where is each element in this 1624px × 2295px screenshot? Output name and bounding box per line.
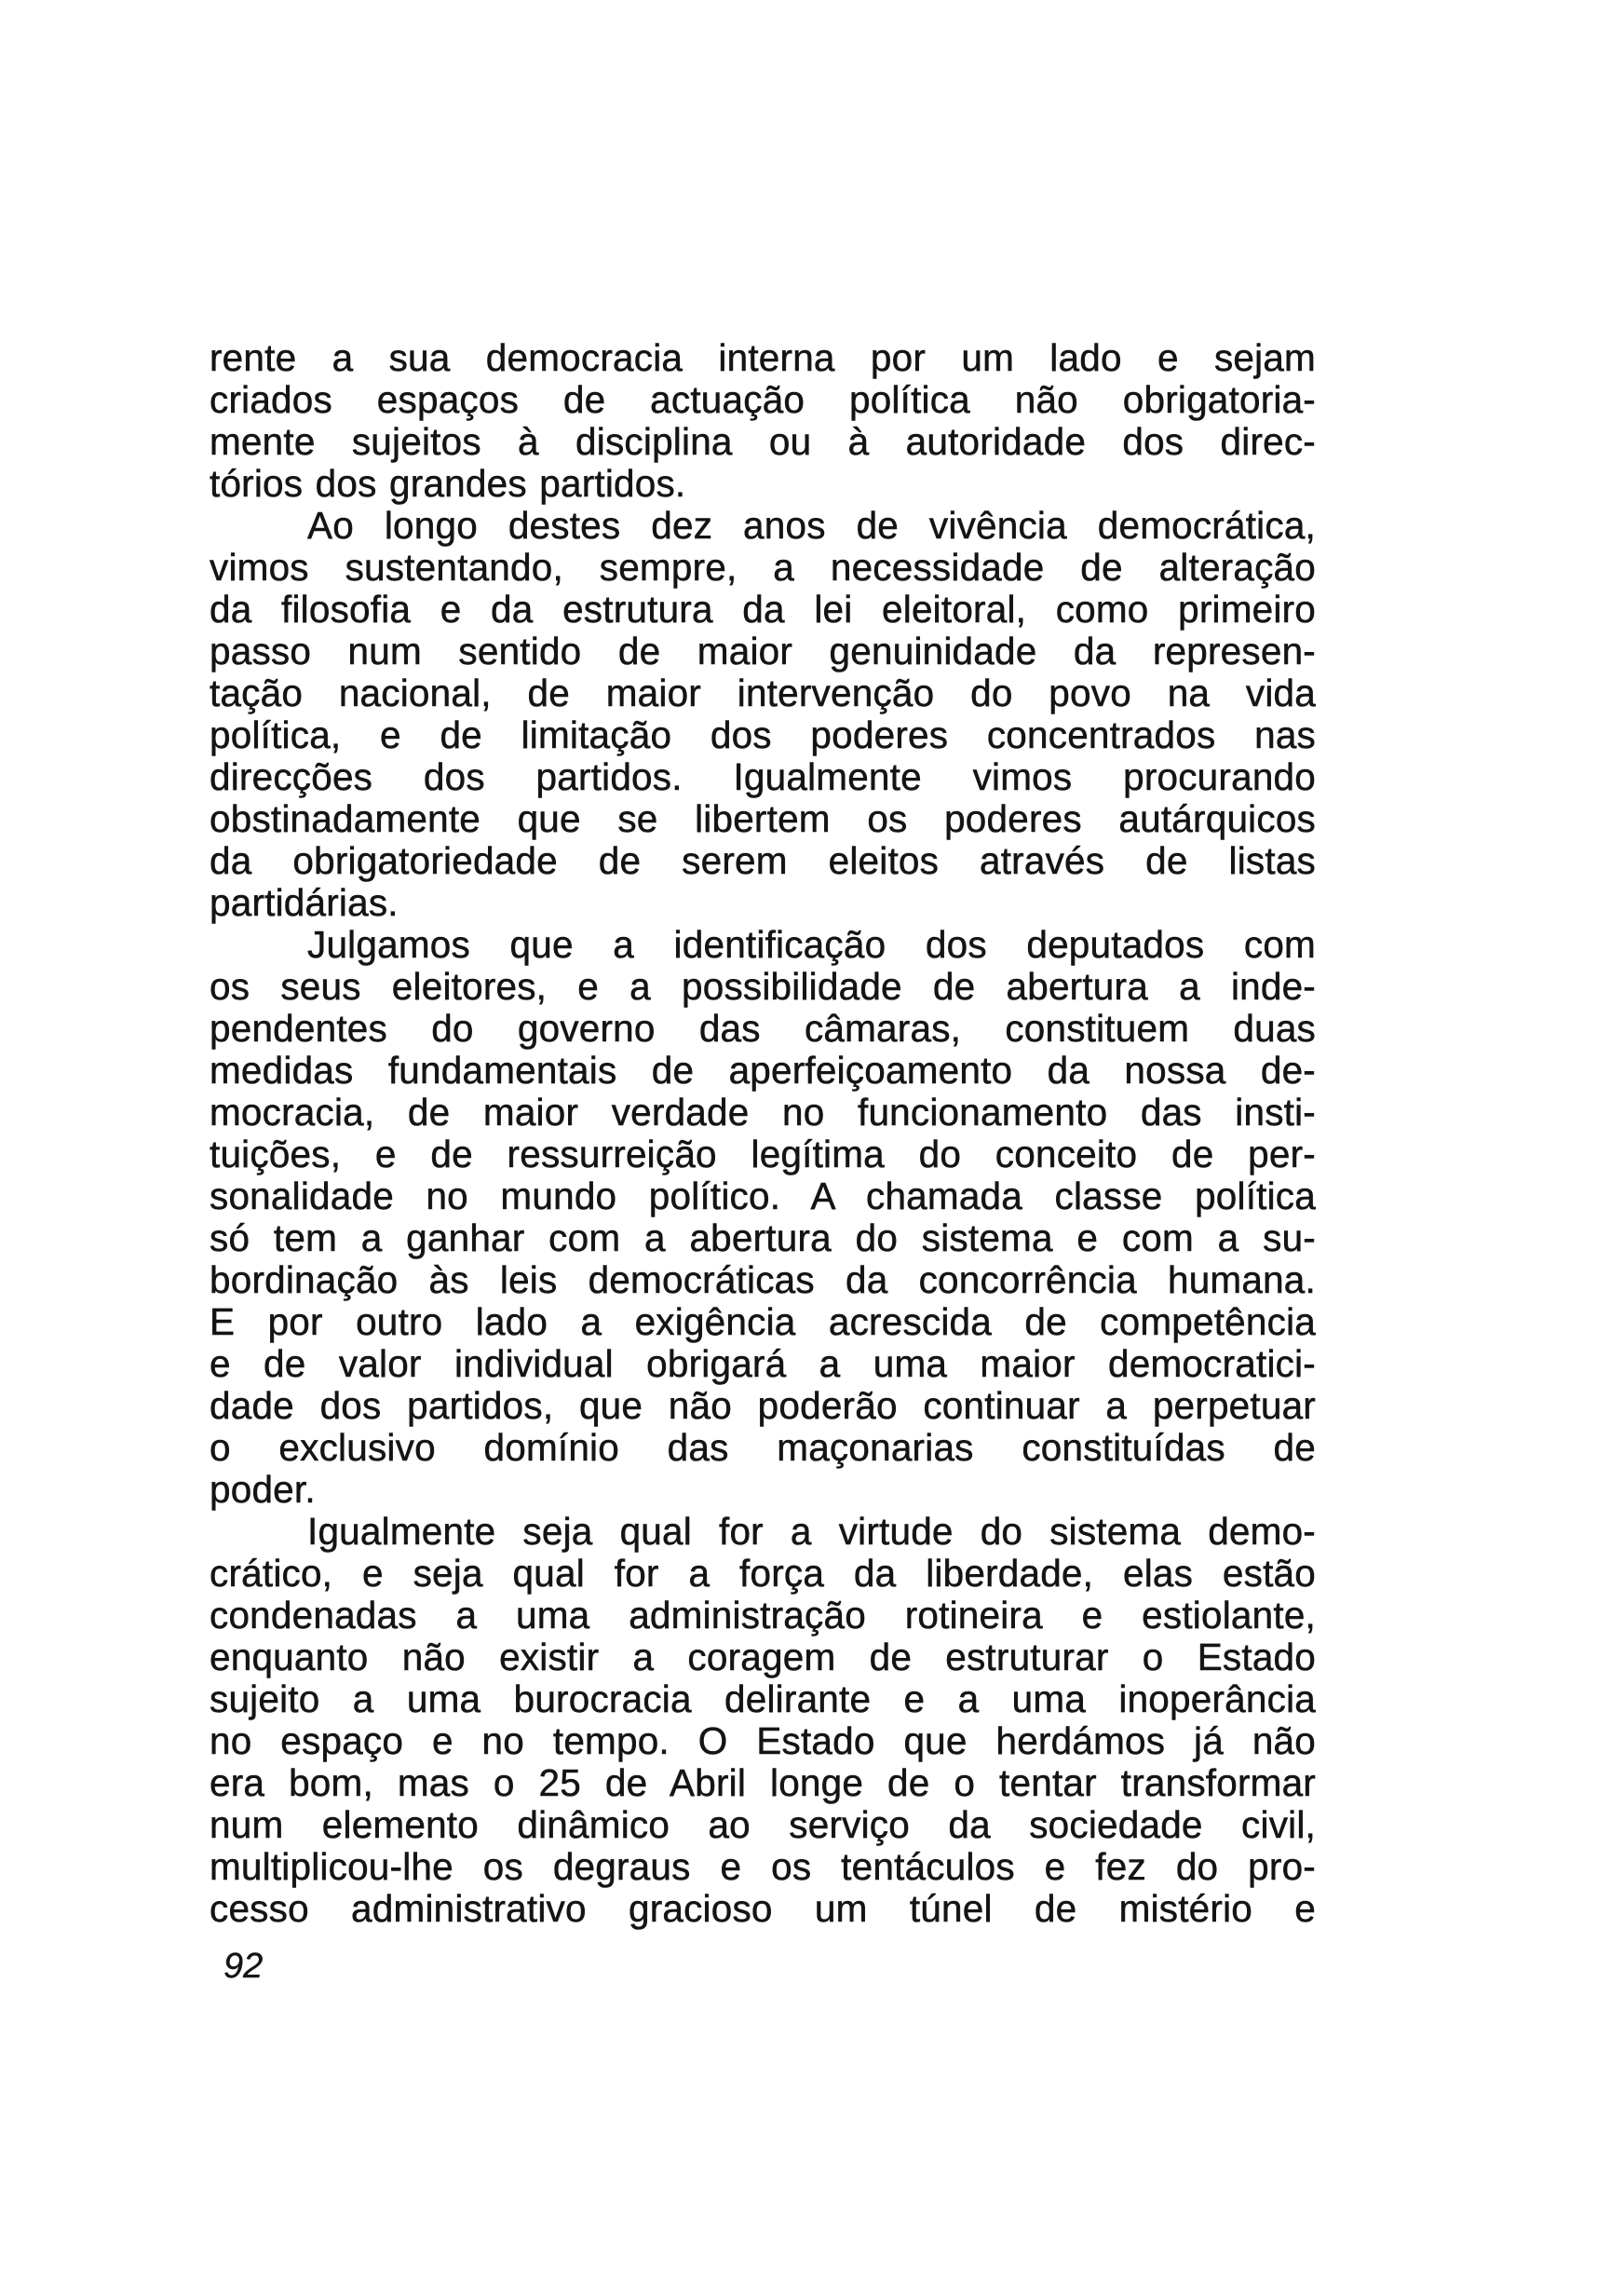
text-line: tuições, e de ressurreição legítima do conceito de per-	[210, 1133, 1316, 1175]
paragraph	[210, 1511, 1316, 1930]
text-line: só tem a ganhar com a abertura do sistema e com a su-	[210, 1216, 1316, 1259]
text-line: rente a sua democracia interna por um lado e sejam	[210, 336, 1316, 379]
text-line: E por outro lado a exigência acrescida de competência	[210, 1300, 1316, 1343]
text-line: condenadas a uma administração rotineira e estiolante,	[210, 1594, 1316, 1636]
text-line: partidárias.	[210, 881, 399, 924]
paragraph	[210, 505, 1316, 924]
text-line: Igualmente seja qual for a virtude do sistema demo-	[307, 1510, 1316, 1553]
text-line: da filosofia e da estrutura da lei eleitoral, como primeiro	[210, 588, 1316, 631]
text-line: tação nacional, de maior intervenção do povo na vida	[210, 672, 1316, 714]
text-line: poder.	[210, 1468, 316, 1511]
body-text	[210, 337, 1316, 1930]
text-line: dade dos partidos, que não poderão continuar a perpetuar	[210, 1384, 1316, 1427]
text-line: cesso administrativo gracioso um túnel de mistério e	[210, 1887, 1316, 1930]
text-line: o exclusivo domínio das maçonarias constituídas de	[210, 1426, 1316, 1469]
paragraph	[210, 337, 1316, 505]
text-line: sonalidade no mundo político. A chamada classe política	[210, 1175, 1316, 1217]
text-line: e de valor individual obrigará a uma maior democratici-	[210, 1342, 1316, 1385]
paragraph	[210, 924, 1316, 1511]
text-line: crático, e seja qual for a força da liberdade, elas estão	[210, 1552, 1316, 1595]
text-line: direcções dos partidos. Igualmente vimos procurando	[210, 755, 1316, 798]
text-line: medidas fundamentais de aperfeiçoamento da nossa de-	[210, 1049, 1316, 1092]
text-line: os seus eleitores, e a possibilidade de abertura a inde-	[210, 965, 1316, 1008]
page-number: 92	[223, 1947, 264, 1986]
text-line: era bom, mas o 25 de Abril longe de o tentar transformar	[210, 1761, 1316, 1804]
text-line: mocracia, de maior verdade no funcionamento das insti-	[210, 1091, 1316, 1134]
text-line: criados espaços de actuação política não obrigatoria-	[210, 378, 1316, 421]
text-line: num elemento dinâmico ao serviço da sociedade civil,	[210, 1803, 1316, 1846]
text-line: Julgamos que a identificação dos deputados com	[307, 923, 1316, 966]
text-line: passo num sentido de maior genuinidade da represen-	[210, 630, 1316, 672]
text-line: no espaço e no tempo. O Estado que herdámos já não	[210, 1719, 1316, 1762]
text-line: mente sujeitos à disciplina ou à autoridade dos direc-	[210, 420, 1316, 463]
text-line: sujeito a uma burocracia delirante e a uma inoperância	[210, 1677, 1316, 1720]
text-line: multiplicou-lhe os degraus e os tentáculos e fez do pro-	[210, 1845, 1316, 1888]
text-line: tórios dos grandes partidos.	[210, 462, 686, 505]
text-line: vimos sustentando, sempre, a necessidade de alteração	[210, 546, 1316, 589]
text-line: Ao longo destes dez anos de vivência democrática,	[307, 504, 1316, 547]
text-line: política, e de limitação dos poderes concentrados nas	[210, 713, 1316, 756]
text-line: pendentes do governo das câmaras, constituem duas	[210, 1007, 1316, 1050]
text-line: enquanto não existir a coragem de estruturar o Estado	[210, 1636, 1316, 1678]
text-line: obstinadamente que se libertem os poderes autárquicos	[210, 797, 1316, 840]
text-line: da obrigatoriedade de serem eleitos através de listas	[210, 839, 1316, 882]
text-line: bordinação às leis democráticas da concorrência humana.	[210, 1258, 1316, 1301]
